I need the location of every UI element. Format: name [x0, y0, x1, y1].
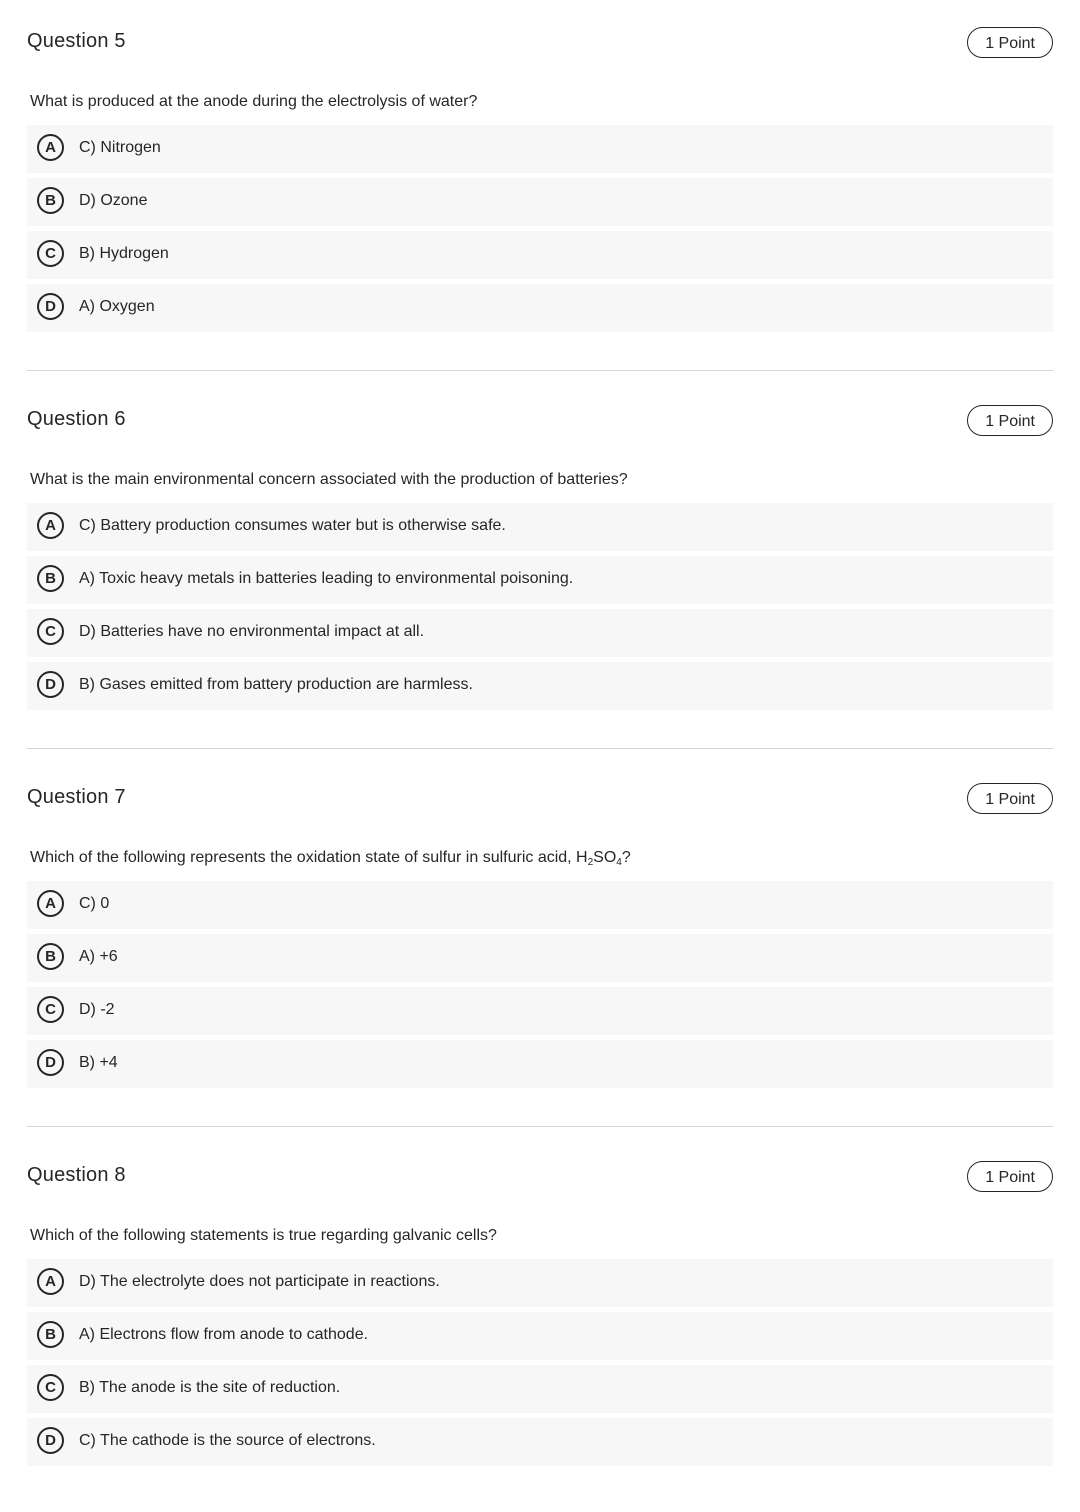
option-letter-badge: C	[37, 996, 64, 1023]
option-text: A) Toxic heavy metals in batteries leading to environmental poisoning.	[79, 570, 574, 587]
answer-option-d[interactable]	[27, 662, 1053, 710]
option-letter-badge: A	[37, 1268, 64, 1295]
points-badge: 1 Point	[967, 783, 1053, 814]
question-text-part: ?	[621, 849, 631, 866]
question-divider	[27, 1126, 1053, 1127]
question-title: Question 5	[27, 30, 126, 52]
question-header	[27, 1160, 1053, 1194]
answer-option-a[interactable]	[27, 125, 1053, 173]
question-header	[27, 782, 1053, 816]
option-text: C) Nitrogen	[79, 139, 161, 156]
option-text: B) Hydrogen	[79, 245, 169, 262]
option-text: C) 0	[79, 895, 110, 912]
question-text-part: SO	[593, 849, 617, 866]
option-text: B) The anode is the site of reduction.	[79, 1379, 341, 1396]
option-text: D) Batteries have no environmental impact at all.	[79, 623, 425, 640]
answer-option-b[interactable]	[27, 1312, 1053, 1360]
answer-options	[27, 1259, 1053, 1471]
option-letter-badge: B	[37, 943, 64, 970]
option-letter-badge: A	[37, 890, 64, 917]
quiz-container	[27, 0, 1053, 1512]
option-text: B) Gases emitted from battery production are harmless.	[79, 676, 473, 693]
option-letter-badge: A	[37, 512, 64, 539]
option-text: C) The cathode is the source of electrons.	[79, 1432, 376, 1449]
question-title: Question 6	[27, 408, 126, 430]
answer-option-d[interactable]	[27, 1418, 1053, 1466]
option-letter-badge: C	[37, 618, 64, 645]
option-letter-badge: D	[37, 293, 64, 320]
question-text: What is produced at the anode during the electrolysis of water?	[30, 93, 478, 110]
question-7	[27, 756, 1053, 1134]
question-header	[27, 404, 1053, 438]
answer-option-a[interactable]	[27, 881, 1053, 929]
option-text: A) +6	[79, 948, 118, 965]
question-header	[27, 26, 1053, 60]
answer-option-b[interactable]	[27, 556, 1053, 604]
option-text: A) Electrons flow from anode to cathode.	[79, 1326, 369, 1343]
answer-option-c[interactable]	[27, 609, 1053, 657]
answer-option-d[interactable]	[27, 1040, 1053, 1088]
points-badge: 1 Point	[967, 405, 1053, 436]
question-divider	[27, 370, 1053, 371]
answer-option-c[interactable]	[27, 231, 1053, 279]
answer-options	[27, 503, 1053, 715]
answer-option-c[interactable]	[27, 1365, 1053, 1413]
question-text: What is the main environmental concern associated with the production of batteries?	[30, 471, 628, 488]
option-letter-badge: C	[37, 1374, 64, 1401]
question-6	[27, 378, 1053, 756]
question-title: Question 8	[27, 1164, 126, 1186]
option-letter-badge: A	[37, 134, 64, 161]
question-text	[30, 849, 631, 867]
question-8	[27, 1134, 1053, 1512]
subscript: 2	[587, 857, 594, 868]
option-letter-badge: D	[37, 1049, 64, 1076]
subscript: 4	[616, 857, 622, 868]
answer-option-c[interactable]	[27, 987, 1053, 1035]
option-text: A) Oxygen	[79, 298, 155, 315]
option-letter-badge: C	[37, 240, 64, 267]
answer-option-d[interactable]	[27, 284, 1053, 332]
option-letter-badge: B	[37, 187, 64, 214]
option-text: D) The electrolyte does not participate in reactions.	[79, 1273, 440, 1290]
answer-options	[27, 881, 1053, 1093]
question-text-part: Which of the following represents the oxidation state of sulfur in sulfuric acid, H	[30, 849, 588, 866]
answer-option-a[interactable]	[27, 1259, 1053, 1307]
option-letter-badge: B	[37, 1321, 64, 1348]
option-text: D) -2	[79, 1001, 115, 1018]
question-title: Question 7	[27, 786, 126, 808]
answer-option-b[interactable]	[27, 934, 1053, 982]
answer-option-a[interactable]	[27, 503, 1053, 551]
question-divider	[27, 748, 1053, 749]
question-5	[27, 0, 1053, 378]
answer-options	[27, 125, 1053, 337]
option-letter-badge: D	[37, 1427, 64, 1454]
option-text: D) Ozone	[79, 192, 148, 209]
option-letter-badge: B	[37, 565, 64, 592]
points-badge: 1 Point	[967, 1161, 1053, 1192]
option-text: C) Battery production consumes water but is otherwise safe.	[79, 517, 506, 534]
points-badge: 1 Point	[967, 27, 1053, 58]
question-text: Which of the following statements is true regarding galvanic cells?	[30, 1227, 497, 1244]
answer-option-b[interactable]	[27, 178, 1053, 226]
option-letter-badge: D	[37, 671, 64, 698]
option-text: B) +4	[79, 1054, 118, 1071]
